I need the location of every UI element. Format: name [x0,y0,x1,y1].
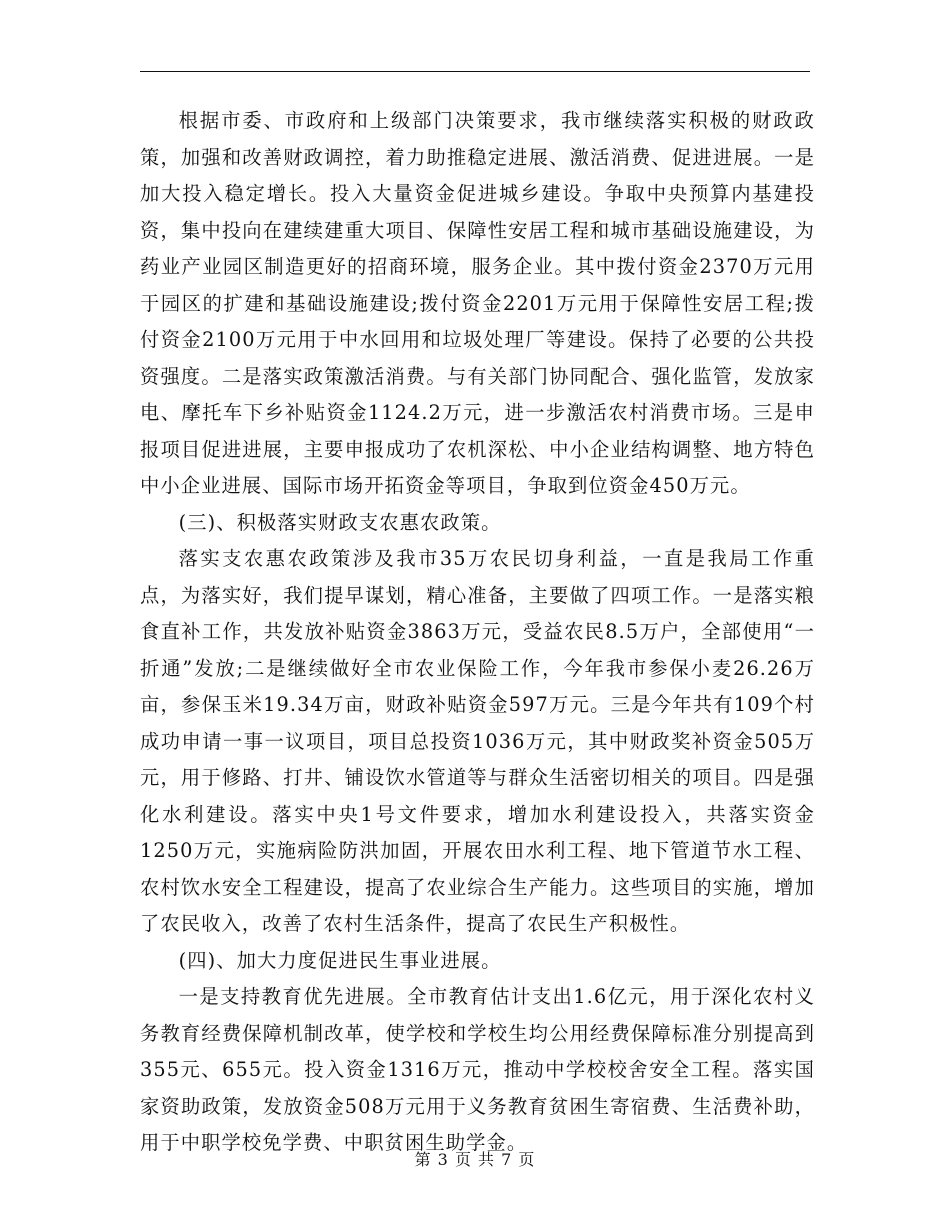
section-heading-agriculture: (三)、积极落实财政支农惠农政策。 [178,510,502,534]
section-heading-livelihood: (四)、加大力度促进民生事业进展。 [178,948,502,972]
paragraph-fiscal-policy: 根据市委、市政府和上级部门决策要求，我市继续落实积极的财政政策，加强和改善财政调控，着力助推稳定进展、激活消费、促进进展。一是加大投入稳定增长。投入大量资金促进城乡建设。争取中央预算内基建投资，集中投向在建续建重大项目、保障性安居工程和城市基础设施建设，为药业产业园区制造更好的招商环境，服务企业。其中拨付资金2370万元用于园区的扩建和基础设施建设;拨付资金2201万元用于保障性安居工程;拨付资金2100万元用于中水回用和垃圾处理厂等建设。保持了必要的公共投资强度。二是落实政策激活消费。与有关部门协同配合、强化监管，发放家电、摩托车下乡补贴资金1124.2万元，进一步激活农村消费市场。三是申报项目促进进展，主要申报成功了农机深松、中小企业结构调整、地方特色中小企业进展、国际市场开拓资金等项目，争取到位资金450万元。 [140,109,815,497]
header-rule [140,71,810,72]
paragraph-agriculture-policy: 落实支农惠农政策涉及我市35万农民切身利益，一直是我局工作重点，为落实好，我们提早谋划，精心准备，主要做了四项工作。一是落实粮食直补工作，共发放补贴资金3863万元，受益农民8.5万户，全部使用“一折通”发放;二是继续做好全市农业保险工作，今年我市参保小麦26.26万亩，参保玉米19.34万亩，财政补贴资金597万元。三是今年共有109个村成功申请一事一议项目，项目总投资1036万元，其中财政奖补资金505万元，用于修路、打井、铺设饮水管道等与群众生活密切相关的项目。四是强化水利建设。落实中央1号文件要求，增加水利建设投入，共落实资金1250万元，实施病险防洪加固，开展农田水利工程、地下管道节水工程、农村饮水安全工程建设，提高了农业综合生产能力。这些项目的实施，增加了农民收入，改善了农村生活条件，提高了农民生产积极性。 [140,547,815,935]
page-number-footer: 第 3 页 共 7 页 [414,1150,536,1169]
body-text [140,103,815,1162]
paragraph-education: 一是支持教育优先进展。全市教育估计支出1.6亿元，用于深化农村义务教育经费保障机制改革，使学校和学校生均公用经费保障标准分别提高到355元、655元。投入资金1316万元，推动中学校校舍安全工程。落实国家资助政策，发放资金508万元用于义务教育贫困生寄宿费、生活费补助，用于中职学校免学费、中职贫困生助学金。 [140,985,815,1154]
